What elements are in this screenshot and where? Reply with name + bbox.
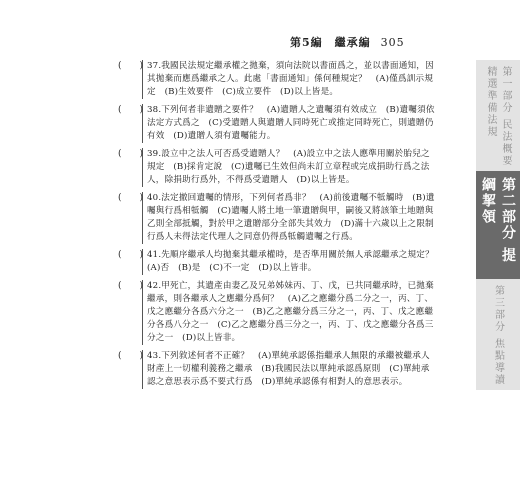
tab-part-three[interactable]: 第三部分 焦點導讀 — [476, 279, 520, 390]
question-item — [118, 350, 436, 389]
answer-blank[interactable]: ( ) — [118, 351, 144, 361]
answer-blank[interactable]: ( ) — [118, 281, 144, 291]
question-item — [118, 280, 436, 345]
question-text: 40.法定撤回遺囑的情形，下列何者爲非？ (A)前後遺囑不牴觸時 (B)遺囑與行爲相牴觸 (C)遺囑人將土地一筆遺贈與甲，嗣後又將該筆土地贈與乙則全部抵觸，對於甲之遺贈部分全部失其效力 (D)滿十六歲以上之限制行爲人未得法定代理人之同意仍得爲牴觸遺囑之行爲。 — [142, 192, 436, 244]
question-item — [118, 104, 436, 143]
question-item — [118, 249, 443, 275]
page-number: 305 — [380, 36, 405, 49]
answer-blank[interactable]: ( ) — [118, 250, 144, 260]
question-text: 42.甲死亡，其遺產由妻乙及兄弟姊妹丙、丁、戊，已共同繼承時，已拋棄繼承，則各繼承人之應繼分爲何？ (A)乙之應繼分爲二分之一，丙、丁、戊之應繼分各爲六分之一 (B)乙之應繼分爲三分之一，丙、丁、戊之應繼分各爲八分之一 (C)乙之應繼分爲三分之一，丙、丁、戊之應繼分各爲三分之一 (D)以上皆非。 — [142, 280, 436, 345]
question-text: 37.我國民法規定繼承權之拋棄，須向法院以書面爲之，並以書面通知，因其拋棄而應爲繼承之人。此處「書面通知」係何種規定？ (A)僅爲訓示規定 (B)生效要件 (C)成立要件 (D)以上皆是。 — [142, 60, 436, 99]
tab-part-one[interactable]: 第一部分 民法概要精選準備法規 — [476, 60, 520, 171]
question-text: 39.設立中之法人可否爲受遺贈人？ (A)設立中之法人應準用關於胎兒之規定 (B)採肯定說 (C)遺囑已生效但尚未訂立章程或完成捐助行爲之法人，除捐助行爲外，不得爲受遺贈人 (D)以上皆是。 — [142, 148, 436, 187]
answer-blank[interactable]: ( ) — [118, 105, 144, 115]
question-item — [118, 192, 436, 244]
chapter-title: 第5編 繼承編 — [290, 36, 371, 49]
tab-part-two[interactable]: 第二部分 提綱挈領 — [476, 171, 520, 280]
question-text: 43.下列敘述何者不正確？ (A)單純承認係指繼承人無限的承繼被繼承人財產上一切權利義務之繼承 (B)我國民法以單純承認爲原則 (C)單純承認之意思表示爲不要式行爲 (D)單純承認係有相對人的意思表示。 — [142, 350, 436, 389]
question-item — [118, 60, 436, 99]
question-text: 38.下列何者非遺贈之要件？ (A)遺贈人之遺囑須有效成立 (B)遺囑須依法定方式爲之 (C)受遺贈人與遺贈人同時死亡或推定同時死亡，則遺贈仍有效 (D)遺贈人須有遺囑能力。 — [142, 104, 436, 143]
answer-blank[interactable]: ( ) — [118, 149, 144, 159]
page-header — [290, 34, 405, 50]
answer-blank[interactable]: ( ) — [118, 61, 144, 71]
question-text: 41.先順序繼承人均拋棄其繼承權時，是否準用關於無人承認繼承之規定？ (A)否 (B)是 (C)不一定 (D)以上皆非。 — [142, 249, 436, 275]
answer-blank[interactable]: ( ) — [118, 193, 144, 203]
question-item — [118, 148, 436, 187]
section-tabs — [476, 60, 520, 390]
question-list — [118, 60, 443, 394]
